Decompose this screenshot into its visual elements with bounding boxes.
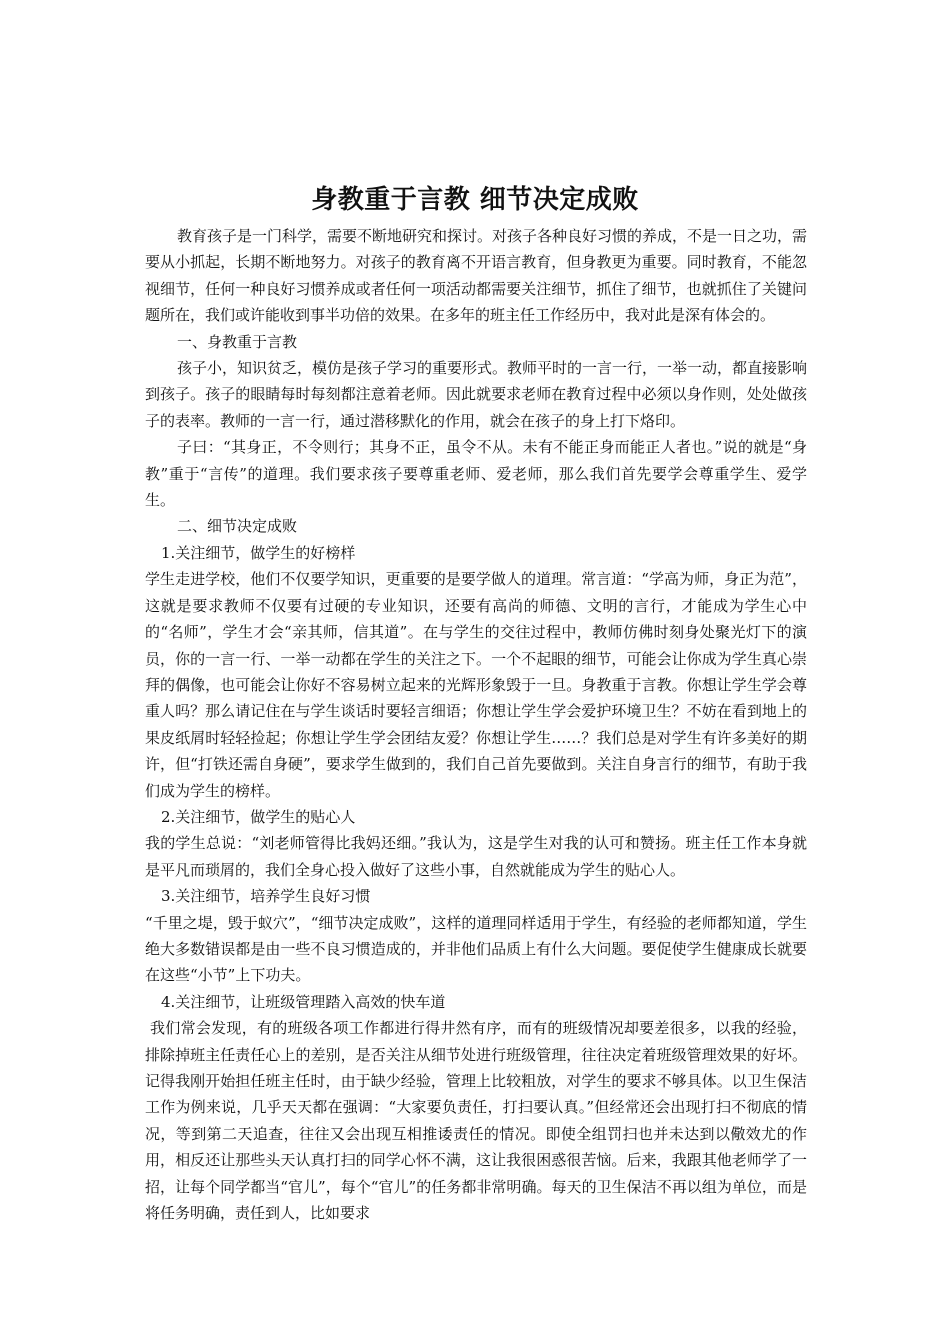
subheading-1: 1.关注细节，做学生的好榜样 [161, 543, 356, 562]
subheading-4: 4.关注细节，让班级管理踏入高效的快车道 [161, 992, 446, 1011]
section-heading-2: 二、细节决定成败 [177, 517, 298, 536]
paragraph-good-habits: “千里之堤，毁于蚁穴”，“细节决定成败”，这样的道理同样适用于学生，有经验的老师都知道，学生绝大多数错误都是由一些不良习惯造成的，并非他们品质上有什么大问题。要促使学生健康成长就要在这些“小节”上下功夫。 [145, 913, 807, 985]
paragraph-role-model: 学生走进学校，他们不仅要学知识，更重要的是要学做人的道理。常言道：“学高为师，身正为范”，这就是要求教师不仅要有过硬的专业知识，还要有高尚的师德、文明的言行，才能成为学生心中的“名师”，学生才会“亲其师，信其道”。在与学生的交往过程中，教师仿佛时刻身处聚光灯下的演员，你的一言一行、一举一动都在学生的关注之下。一个不起眼的细节，可能会让你成为学生真心崇拜的偶像，也可能会让你好不容易树立起来的光辉形象毁于一旦。身教重于言教。你想让学生学会尊重人吗？那么请记住在与学生谈话时要轻言细语；你想让学生学会爱护环境卫生？不妨在看到地上的果皮纸屑时轻轻捡起；你想让学生学会团结友爱？你想让学生……？我们总是对学生有许多美好的期许，但“打铁还需自身硬”，要求学生做到的，我们自己首先要做到。关注自身言行的细节，有助于我们成为学生的榜样。 [145, 570, 807, 800]
document-title: 身教重于言教 细节决定成败 [311, 185, 639, 215]
paragraph-imitation: 孩子小，知识贫乏，模仿是孩子学习的重要形式。教师平时的一言一行，一举一动，都直接影响到孩子。孩子的眼睛每时每刻都注意着老师。因此就要求老师在教育过程中必须以身作则，处处做孩子的表率。教师的一言一行，通过潜移默化的作用，就会在孩子的身上打下烙印。 [145, 359, 808, 430]
subheading-3: 3.关注细节，培养学生良好习惯 [161, 887, 371, 906]
subheading-2: 2.关注细节，做学生的贴心人 [161, 807, 356, 826]
paragraph-close-friend: 我的学生总说：“刘老师管得比我妈还细。”我认为，这是学生对我的认可和赞扬。班主任工作本身就是平凡而琐屑的，我们全身心投入做好了这些小事，自然就能成为学生的贴心人。 [145, 834, 807, 879]
paragraph-confucius-quote: 子曰：“其身正，不令则行；其身不正，虽令不从。未有不能正身而能正人者也。”说的就是“身教”重于“言传”的道理。我们要求孩子要尊重老师、爱老师，那么我们首先要学会尊重学生、爱学生。 [145, 438, 807, 510]
paragraph-class-management: 我们常会发现，有的班级各项工作都进行得井然有序，而有的班级情况却要差很多，以我的经验，排除掉班主任责任心上的差别，是否关注从细节处进行班级管理，往往决定着班级管理效果的好坏。记得我刚开始担任班主任时，由于缺少经验，管理上比较粗放，对学生的要求不够具体。以卫生保洁工作为例来说，几乎天天都在强调：“大家要负责任，打扫要认真。”但经常还会出现打扫不彻底的情况，等到第二天追查，往往又会出现互相推诿责任的情况。即使全组罚扫也并未达到以儆效尤的作用，相反还让那些头天认真打扫的同学心怀不满，这让我很困惑很苦恼。后来，我跟其他老师学了一招，让每个同学都当“官儿”，每个“官儿”的任务都非常明确。每天的卫生保洁不再以组为单位，而是将任务明确，责任到人，比如要求 [145, 1019, 807, 1223]
section-heading-1: 一、身教重于言教 [177, 332, 298, 351]
document-body [145, 223, 807, 1226]
paragraph-intro: 教育孩子是一门科学，需要不断地研究和探讨。对孩子各种良好习惯的养成，不是一日之功，需要从小抓起，长期不断地努力。对孩子的教育离不开语言教育，但身教更为重要。同时教育，不能忽视细节，任何一种良好习惯养成或者任何一项活动都需要关注细节，抓住了细节，也就抓住了关键问题所在，我们或许能收到事半功倍的效果。在多年的班主任工作经历中，我对此是深有体会的。 [145, 227, 808, 325]
